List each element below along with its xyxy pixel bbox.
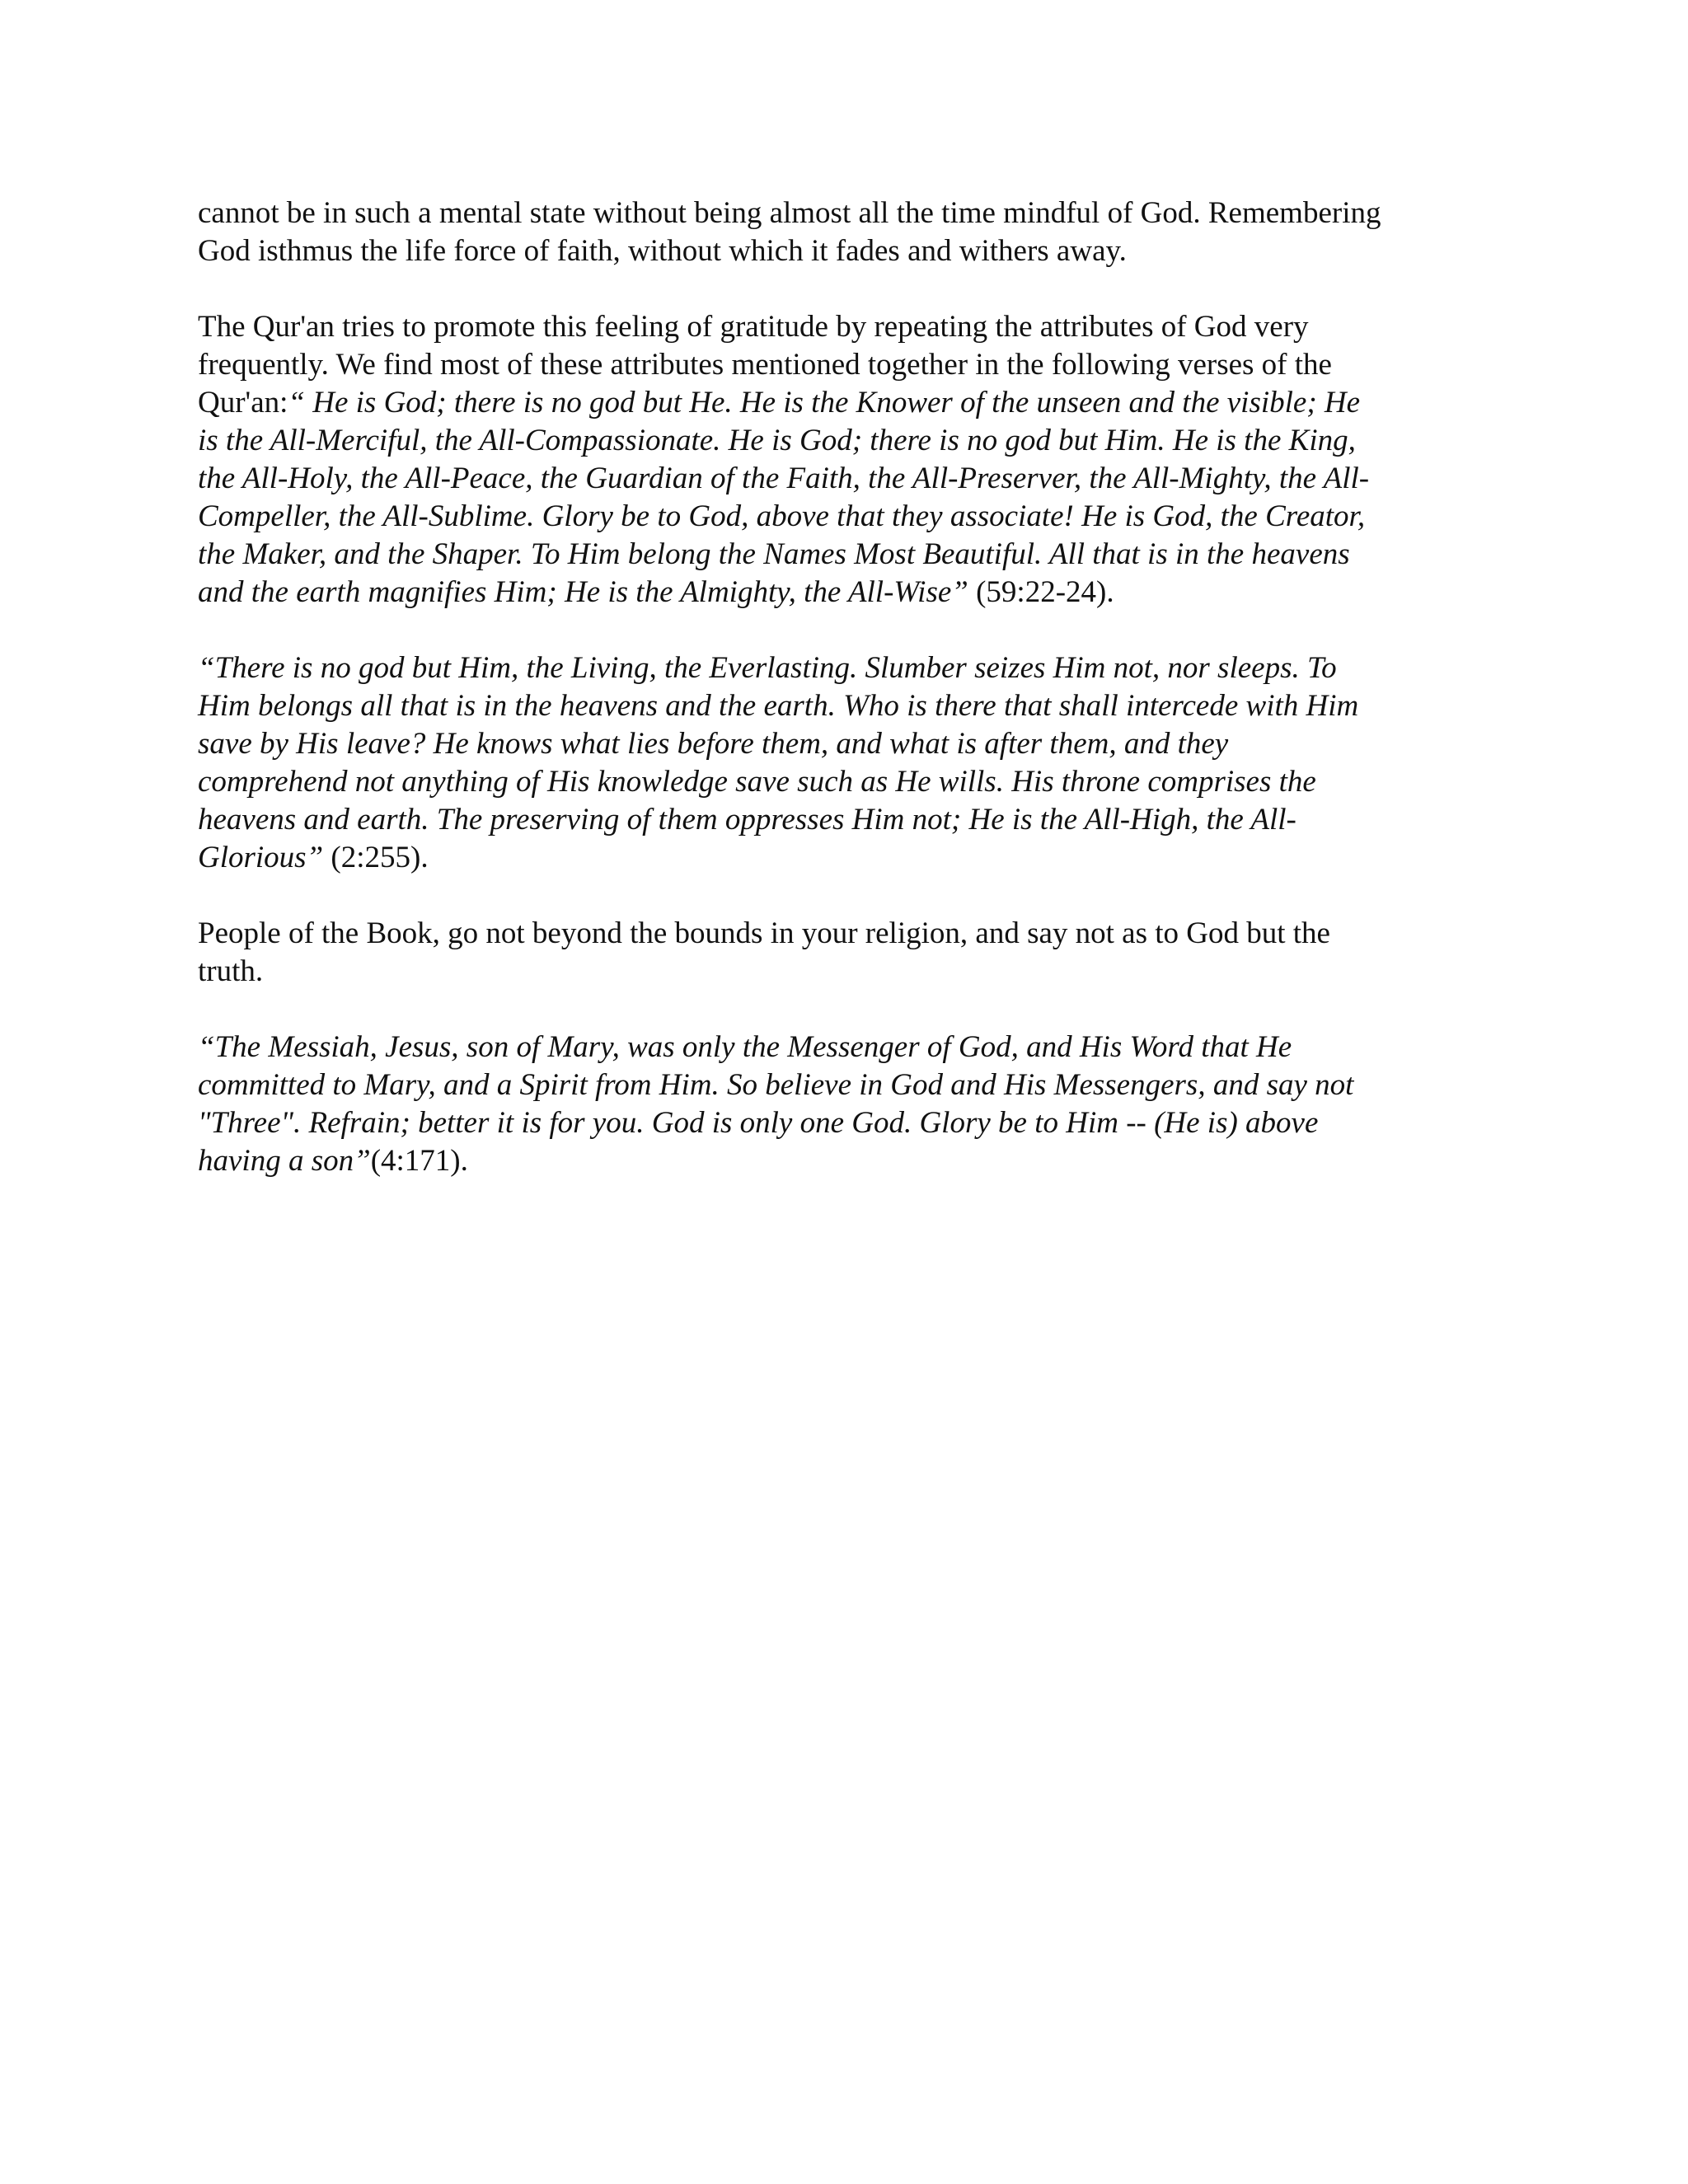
quote-line: save by His leave? He knows what lies before them, and what is after them, and they	[198, 727, 1229, 761]
text-line: frequently. We find most of these attributes mentioned together in the following verses of the	[198, 348, 1332, 382]
text-line: God isthmus the life force of faith, without which it fades and withers away.	[198, 234, 1127, 268]
paragraph-messiah	[198, 1029, 1500, 1180]
text-line: cannot be in such a mental state without being almost all the time mindful of God. Remembering	[198, 196, 1381, 230]
citation: (2:255).	[323, 841, 429, 874]
citation: (59:22-24).	[968, 575, 1114, 609]
quote-line: having a son”	[198, 1144, 371, 1178]
quote-line: heavens and earth. The preserving of them oppresses Him not; He is the All-High, the All-	[198, 803, 1296, 837]
quote-line: and the earth magnifies Him; He is the Almighty, the All-Wise”	[198, 575, 968, 609]
quote-line: the Maker, and the Shaper. To Him belong the Names Most Beautiful. All that is in the heavens	[198, 537, 1350, 571]
paragraph-people-of-book	[198, 915, 1500, 991]
text-line: People of the Book, go not beyond the bounds in your religion, and say not as to God but the	[198, 916, 1330, 950]
quote-line: is the All-Merciful, the All-Compassionate. He is God; there is no god but Him. He is the King,	[198, 424, 1356, 457]
quote-line: comprehend not anything of His knowledge save such as He wills. His throne comprises the	[198, 765, 1316, 799]
quote-line: Compeller, the All-Sublime. Glory be to God, above that they associate! He is God, the Creator,	[198, 499, 1366, 533]
quote-line: committed to Mary, and a Spirit from Him. So believe in God and His Messengers, and say not	[198, 1068, 1354, 1102]
quote-line: “ He is God; there is no god but He. He is the Knower of the unseen and the visible; He	[288, 386, 1361, 419]
text-line: The Qur'an tries to promote this feeling of gratitude by repeating the attributes of God very	[198, 310, 1309, 344]
text-line: truth.	[198, 954, 264, 988]
paragraph-throne-verse	[198, 649, 1500, 877]
quote-line: "Three". Refrain; better it is for you. God is only one God. Glory be to Him -- (He is) above	[198, 1106, 1319, 1140]
quote-line: Him belongs all that is in the heavens and the earth. Who is there that shall intercede with Him	[198, 689, 1359, 723]
paragraph-attributes	[198, 308, 1500, 612]
quote-line: the All-Holy, the All-Peace, the Guardian of the Faith, the All-Preserver, the All-Mighty, the All-	[198, 462, 1370, 495]
quote-lead: Qur'an:	[198, 386, 288, 419]
citation: (4:171).	[370, 1144, 468, 1178]
quote-line: “There is no god but Him, the Living, the Everlasting. Slumber seizes Him not, nor sleeps. To	[198, 651, 1337, 685]
quote-line: “The Messiah, Jesus, son of Mary, was only the Messenger of God, and His Word that He	[198, 1030, 1292, 1064]
quote-line: Glorious”	[198, 841, 324, 874]
page-text	[198, 194, 1500, 1218]
paragraph-remembrance	[198, 194, 1500, 270]
